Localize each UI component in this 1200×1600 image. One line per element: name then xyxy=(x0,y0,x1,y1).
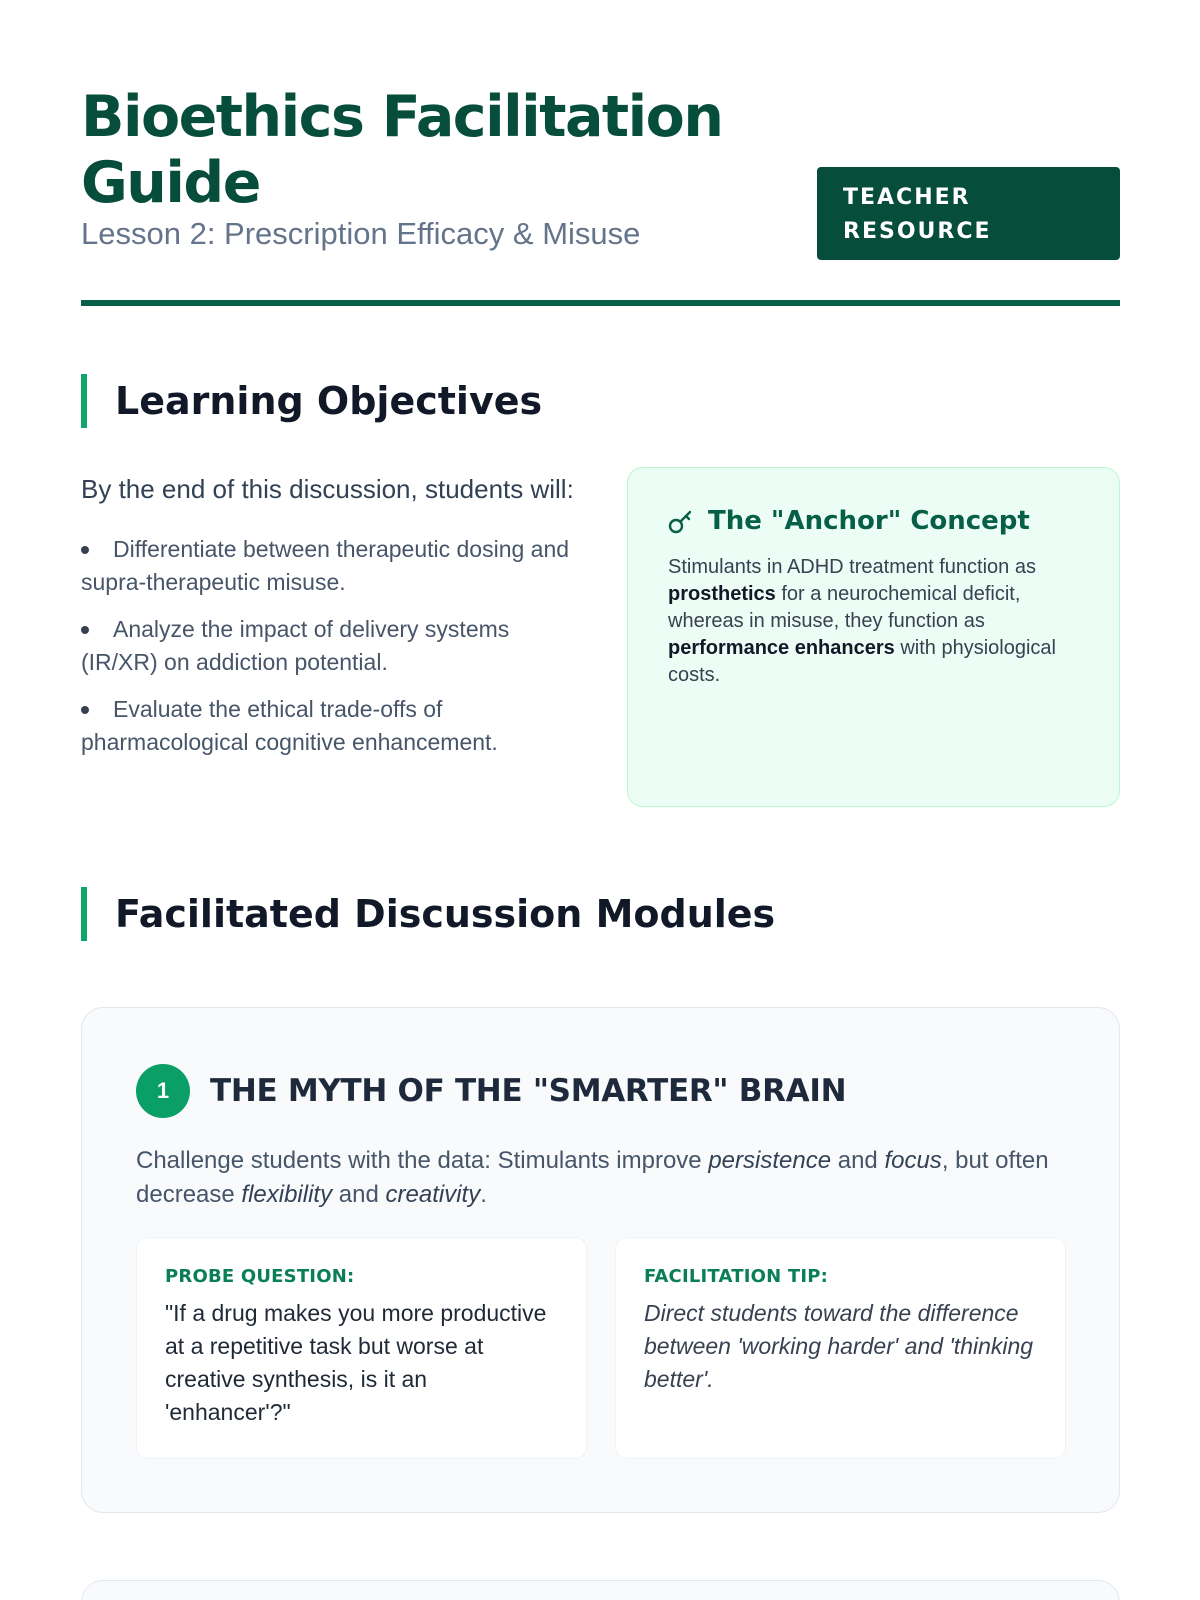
facilitation-tip-box xyxy=(615,1237,1066,1459)
module-card xyxy=(81,1007,1120,1513)
module-header xyxy=(136,1064,846,1118)
anchor-concept-text: Stimulants in ADHD treatment function as prosthetics for a neurochemical deficit, whereas in misuse, they function as performance enhancers with physiological costs. xyxy=(668,556,1056,686)
module-number-badge: 1 xyxy=(136,1064,190,1118)
probe-question-box xyxy=(136,1237,587,1459)
list-item: Differentiate between therapeutic dosing and supra-therapeutic misuse. xyxy=(81,536,570,595)
key-icon xyxy=(668,508,694,534)
probe-question-label: PROBE QUESTION: xyxy=(165,1266,355,1287)
objectives-intro: By the end of this discussion, students will: xyxy=(81,474,574,504)
module-title: THE MYTH OF THE "SMARTER" BRAIN xyxy=(210,1073,847,1109)
anchor-concept-title: The "Anchor" Concept xyxy=(668,506,1079,536)
bullet-icon xyxy=(81,626,89,634)
learning-objectives-heading: Learning Objectives xyxy=(81,374,542,428)
bullet-icon xyxy=(81,546,89,554)
facilitation-tip-label: FACILITATION TIP: xyxy=(644,1266,829,1287)
facilitation-tip-text: Direct students toward the difference between 'working harder' and 'thinking better'. xyxy=(644,1300,1034,1392)
list-item: Evaluate the ethical trade-offs of pharmacological cognitive enhancement. xyxy=(81,696,498,755)
page-header xyxy=(81,0,1120,306)
objectives-list xyxy=(81,533,591,759)
page-title: Bioethics Facilitation Guide xyxy=(81,84,723,216)
document-page xyxy=(81,0,1120,1425)
bullet-icon xyxy=(81,706,89,714)
anchor-concept-card xyxy=(627,467,1120,807)
page-subtitle: Lesson 2: Prescription Efficacy & Misuse xyxy=(81,216,641,251)
list-item: Analyze the impact of delivery systems (IR/XR) on addiction potential. xyxy=(81,616,510,675)
teacher-resource-badge: TEACHER RESOURCE xyxy=(817,167,1120,260)
next-module-card xyxy=(81,1580,1120,1600)
header-divider xyxy=(81,300,1120,306)
module-description: Challenge students with the data: Stimulants improve persistence and focus, but often decrease flexibility and creativity. xyxy=(136,1147,1049,1208)
probe-question-text: "If a drug makes you more productive at a repetitive task but worse at creative synthesis, is it an 'enhancer'?" xyxy=(165,1300,547,1425)
discussion-modules-heading: Facilitated Discussion Modules xyxy=(81,887,775,941)
objectives-block xyxy=(81,467,591,773)
